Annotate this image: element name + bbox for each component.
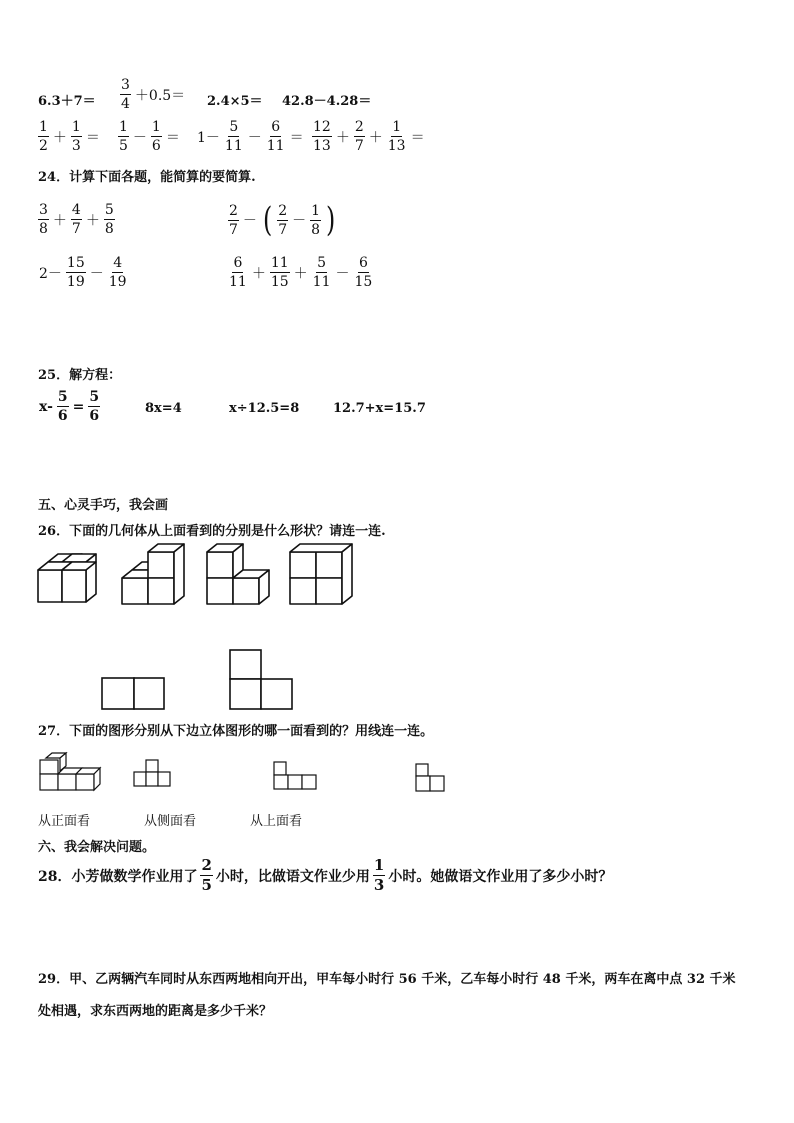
q27-label-side: 从侧面看 xyxy=(144,814,197,829)
q24-expr-2: $\frac{2}{7}$ － ( $\frac{2}{7}$ － $\frac{1}{8}$ ) xyxy=(229,200,336,240)
q24-expr-4: $\frac{6}{11}$ ＋ $\frac{11}{15}$ ＋ $\frac{5}{11}$ － $\frac{6}{15}$ xyxy=(229,255,373,290)
q27-view-c xyxy=(416,764,444,791)
question-24-title: 24．计算下面各题，能简算的要简算. xyxy=(38,170,256,185)
q25-equation-3: x÷12.5=8 xyxy=(229,401,300,416)
right-parenthesis: ) xyxy=(326,200,336,240)
expr-2.4-times-5: 2.4×5＝ xyxy=(207,94,263,109)
q26-solids-figure xyxy=(34,544,354,608)
left-parenthesis: ( xyxy=(262,200,273,240)
solid-2 xyxy=(122,544,184,604)
question-27-title: 27．下面的图形分别从下边立体图形的哪一面看到的？用线连一连。 xyxy=(38,724,434,739)
question-28: 28．小芳做数学作业用了 $\frac{2}{5}$ 小时，比做语文作业少用 $\frac{1}{3}$ 小时。她做语文作业用了多少小时？ xyxy=(38,856,613,894)
q27-label-top: 从上面看 xyxy=(250,814,303,829)
q25-equation-4: 12.7+x=15.7 xyxy=(333,401,426,416)
expr-6.3-plus-7: 6.3＋7＝ xyxy=(38,94,96,109)
expr-three-quarters-plus-0.5: $\frac{3}{4}$ ＋0.5＝ xyxy=(121,77,186,112)
q27-figures xyxy=(38,750,458,800)
expr-thirteenths-sevenths: $\frac{12}{13}$ ＋ $\frac{2}{7}$ ＋ $\frac{1}{13}$ ＝ xyxy=(313,119,425,154)
solid-3 xyxy=(207,544,269,604)
question-26-title: 26．下面的几何体从上面看到的分别是什么形状？请连一连. xyxy=(38,524,386,539)
q27-view-b xyxy=(274,762,316,789)
expr-half-plus-third: $\frac{1}{2}$ ＋ $\frac{1}{3}$ ＝ xyxy=(39,119,100,154)
q24-expr-1: $\frac{3}{8}$ ＋ $\frac{4}{7}$ ＋ $\frac{5}{8}$ xyxy=(39,202,114,237)
section-5-heading: 五、心灵手巧，我会画 xyxy=(38,498,169,513)
q27-view-a xyxy=(134,760,170,786)
q26-top-views-figure xyxy=(100,648,300,712)
expr-1-minus-elevenths: 1－ $\frac{5}{11}$ － $\frac{6}{11}$ ＝ xyxy=(197,119,304,154)
q27-solid xyxy=(40,753,100,790)
question-29-line-2: 处相遇，求东西两地的距离是多少千米？ xyxy=(38,1004,273,1019)
q25-equation-2: 8x=4 xyxy=(145,401,182,416)
q25-equation-1: x- $\frac{5}{6}$ = $\frac{5}{6}$ xyxy=(39,389,100,424)
question-29-line-1: 29．甲、乙两辆汽车同时从东西两地相向开出，甲车每小时行 56 千米，乙车每小时行 48 千米，两车在离中点 32 千米 xyxy=(38,972,736,987)
fraction: $\frac{3}{4}$ xyxy=(121,77,130,112)
fraction-two-fifths: $\frac{2}{5}$ xyxy=(201,856,212,894)
section-6-heading: 六、我会解决问题。 xyxy=(38,840,156,855)
solid-4 xyxy=(290,544,352,604)
question-25-title: 25．解方程： xyxy=(38,368,122,383)
fraction-one-third: $\frac{1}{3}$ xyxy=(373,856,385,894)
expr-42.8-minus-4.28: 42.8－4.28＝ xyxy=(282,94,372,109)
q24-expr-3: 2－ $\frac{15}{19}$ － $\frac{4}{19}$ xyxy=(39,255,127,290)
top-view-two-squares xyxy=(102,678,164,709)
solid-1 xyxy=(38,554,96,602)
q27-label-front: 从正面看 xyxy=(38,814,91,829)
expr-fifth-minus-sixth: $\frac{1}{5}$ － $\frac{1}{6}$ ＝ xyxy=(119,119,180,154)
top-view-l-shape xyxy=(230,650,292,709)
